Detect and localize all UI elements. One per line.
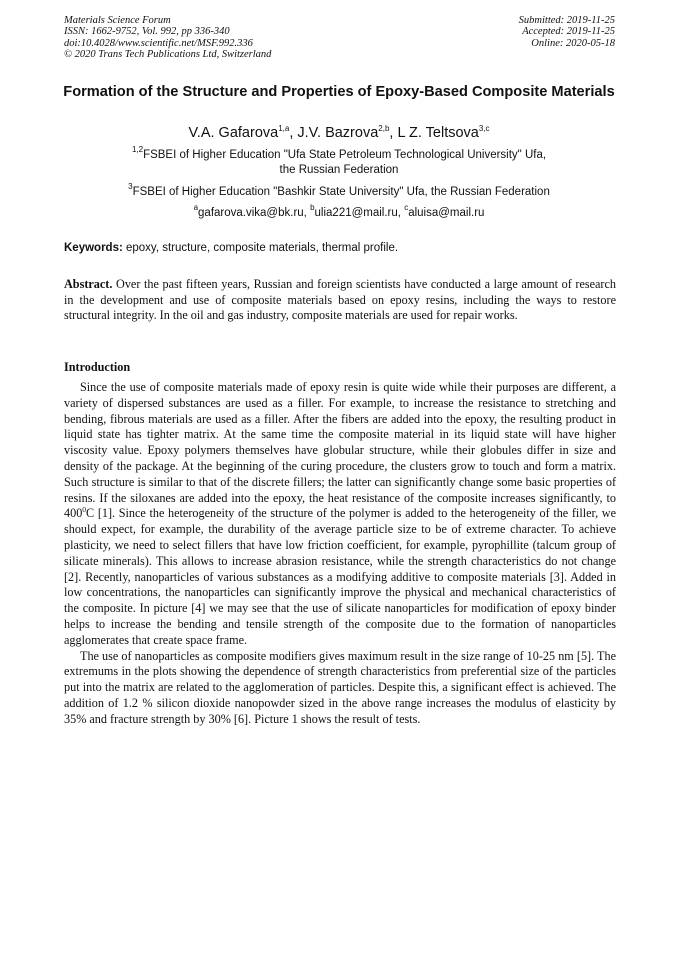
email-mark: c (404, 203, 409, 212)
abstract-label: Abstract. (64, 277, 113, 291)
doi-line: doi:10.4028/www.scientific.net/MSF.992.336 (64, 37, 253, 49)
copyright-line: © 2020 Trans Tech Publications Ltd, Switzerland (64, 49, 272, 61)
author-affiliation-mark: 1,a (278, 124, 290, 133)
affiliation-text: FSBEI of Higher Education "Bashkir State University" Ufa, the Russian Federation (132, 186, 550, 198)
keywords-label: Keywords: (64, 242, 123, 254)
email-address: aluisa@mail.ru (408, 207, 485, 219)
email-address: ulia221@mail.ru, (314, 207, 405, 219)
affiliation-mark: 1,2 (131, 145, 144, 154)
author-affiliation-mark: 2,b (378, 124, 390, 133)
author-list (60, 124, 618, 142)
paragraph: Since the use of composite materials made of epoxy resin is quite wide while their purposes are different, a variety of dispersed substances are used as a filler. For example, to increase the resistance to stretching and bending, fibrous materials are used as a filler. After the fibers are added into the epoxy, the resulting product in liquid state has tighter matrix. At the same time the composite material in its liquid state will have higher viscosity value. Epoxy polymers themselves have globular structure, while their globules differ in size and density of the package. At the beginning of the curing procedure, the clusters grow to touch and form a matrix. Such structure is similar to that of the discrete fillers; the latter can significantly change some basic properties of resins. If the siloxanes are added into the epoxy, the heat resistance of the composite increases significantly, to $400^0C$ [1]. Since the heterogeneity of the structure of the polymer is added to the heterogeneity of the filler, we should expect, for example, the durability of the average particle size to be of extreme character. To achieve plasticity, we need to select fillers that have low friction coefficient, for example, pyrophillite (talcum group of silicate minerals). This allows to increase abrasion resistance, while the strength characteristics do not change [2]. Recently, nanoparticles of various substances as a modifying additive to composite materials [3]. Added in low concentrations, the nanoparticles can significantly improve the physical and mechanical characteristics of the composite. In picture [4] we may see that the use of silicate nanoparticles for modification of epoxy binder helps to increase the bending and tensile strength of the composite due to the formation of nanoparticles agglomerates that create space frame. (64, 380, 616, 647)
email-address: gafarova.vika@bk.ru, (198, 207, 311, 219)
author-separator: , (289, 125, 298, 141)
keywords (64, 241, 616, 256)
journal-name: Materials Science Forum (64, 15, 171, 26)
abstract (64, 277, 616, 324)
affiliation-mark: 3 (128, 182, 133, 191)
paper-title: Formation of the Structure and Properties of Epoxy-Based Composite Materials (63, 84, 615, 100)
email-mark: a (193, 203, 199, 212)
author-affiliation-mark: 3,c (478, 124, 490, 133)
issn-line: ISSN: 1662-9752, Vol. 992, pp 336-340 (64, 26, 230, 38)
author-emails (60, 203, 618, 221)
degree-superscript: 0 (82, 505, 87, 515)
online-date: Online: 2020-05-18 (531, 37, 615, 49)
paragraph: The use of nanoparticles as composite modifiers gives maximum result in the size range of 10-25 nm [5]. The extremums in the plots showing the dependence of strength characteristics from preferential size of the particles put into the matrix are related to the agglomeration of particles. Despite this, a significant effect is achieved. The addition of 1.2 % silicon dioxide nanopowder sized in the above range increases the modulus of elasticity by 35% and fracture strength by 30% [6]. Picture 1 shows the result of tests. (64, 648, 616, 726)
affiliation-text: FSBEI of Higher Education "Ufa State Petroleum Technological University" Ufa, (143, 149, 547, 161)
keywords-text: epoxy, structure, composite materials, thermal profile. (122, 242, 399, 254)
submitted-date: Submitted: 2019-11-25 (518, 15, 615, 26)
author-separator: , (389, 125, 398, 141)
affiliation-2 (60, 182, 618, 200)
introduction-heading: Introduction (64, 360, 131, 374)
introduction-body (64, 380, 616, 728)
author-name: L Z. Teltsova (397, 125, 479, 141)
author-name: V.A. Gafarova (188, 125, 279, 141)
abstract-text: Over the past fifteen years, Russian and foreign scientists have conducted a large amount of research in the development and use of composite materials based on epoxy resins, including the ways to restore structural integrity. In the oil and gas industry, composite materials are used for repair works. (64, 277, 616, 323)
accepted-date: Accepted: 2019-11-25 (522, 26, 615, 38)
email-mark: b (310, 203, 315, 212)
publication-dates (519, 15, 615, 49)
journal-info (64, 15, 271, 61)
author-name: J.V. Bazrova (297, 125, 379, 141)
affiliation-1 (60, 145, 618, 178)
affiliation-text: the Russian Federation (279, 164, 399, 176)
